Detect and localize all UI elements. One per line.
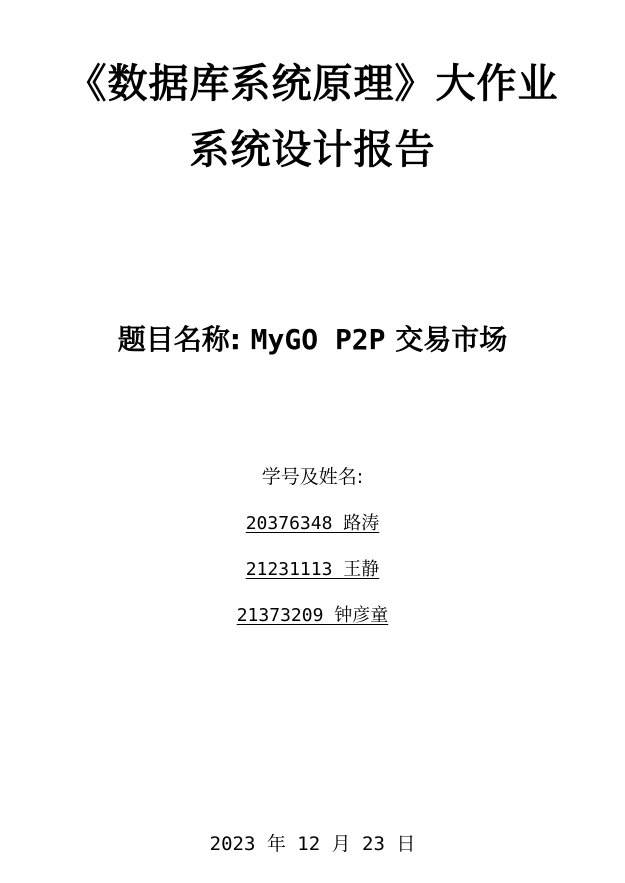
member-entry (0, 601, 625, 627)
report-title-line-1: 《数据库系统原理》大作业 (66, 60, 559, 107)
member-entry (0, 509, 625, 535)
member-id-name: 20376348 路涛 (245, 513, 380, 534)
report-date: 2023 年 12 月 23 日 (209, 833, 416, 855)
report-title-line-2: 系统设计报告 (189, 126, 436, 173)
topic-label: 题目名称: (117, 323, 241, 356)
members-label: 学号及姓名: (261, 466, 364, 488)
member-entry (0, 555, 625, 581)
project-topic (0, 318, 625, 358)
member-id-name: 21231113 王静 (245, 559, 380, 580)
topic-name-latin: MyGO P2P (250, 323, 386, 356)
member-id-name: 21373209 钟彦童 (236, 605, 389, 626)
topic-name-cjk: 交易市场 (395, 323, 508, 356)
